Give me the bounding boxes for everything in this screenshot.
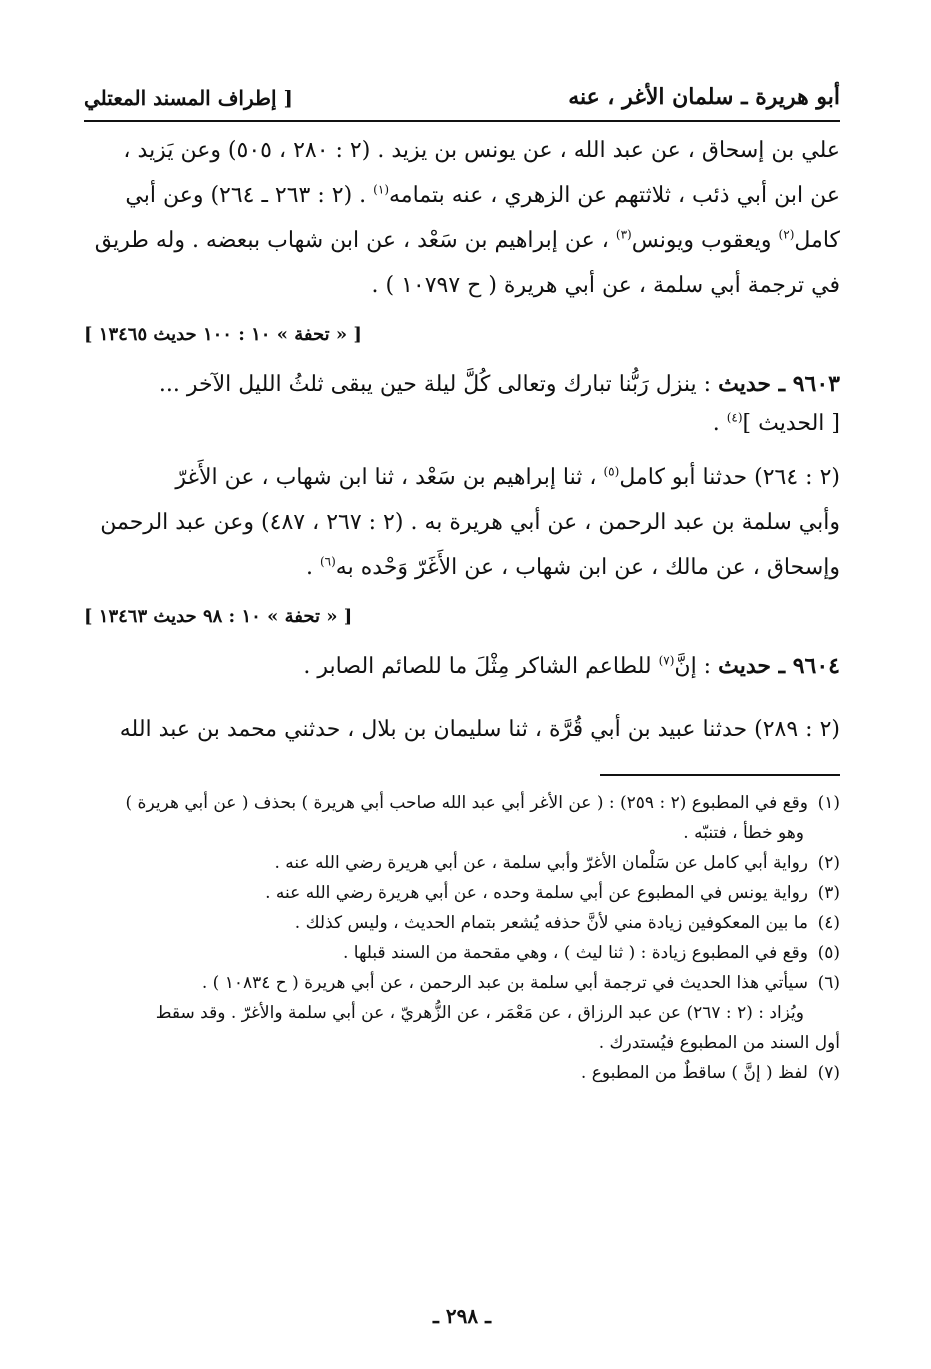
footnote-number: (١)	[817, 793, 840, 813]
separator-rule	[600, 774, 840, 776]
paragraph-chain-3	[84, 707, 840, 752]
footnote-item	[84, 908, 840, 938]
footnote-marker[interactable]: (٥)	[603, 464, 620, 479]
text-line: وإسحاق ، عن مالك ، عن ابن شهاب ، عن الأَغَرّ وَحْده به	[335, 555, 840, 580]
period: .	[712, 411, 727, 436]
footnote-item	[84, 938, 840, 968]
footnote-text: وهو خطأ ، فتنبّه .	[683, 823, 804, 843]
footnote-item	[84, 848, 840, 878]
text-line: كامل	[794, 228, 840, 253]
text-line: علي بن إسحاق ، عن عبد الله ، عن يونس بن يزيد . (٢ : ٢٨٠ ، ٥٠٥) وعن يَزيد ،	[123, 138, 840, 163]
book-page	[84, 72, 840, 1332]
footnote-item	[84, 878, 840, 908]
footnote-continuation	[84, 818, 840, 848]
hadith-number: ٩٦٠٣	[792, 371, 840, 397]
hadith-number: ٩٦٠٤	[792, 653, 840, 679]
footnote-text: ما بين المعكوفين زيادة مني لأنَّ حذفه يُشعر بتمام الحديث ، وليس كذلك .	[294, 913, 808, 933]
hadith-continuation	[84, 407, 840, 441]
hadith-text: : إنَّ	[674, 654, 719, 679]
footnote-number: (٥)	[817, 943, 840, 963]
text-line: .	[305, 555, 320, 580]
footnotes-list	[84, 788, 840, 1088]
text-line: عن ابن أبي ذئب ، ثلاثتهم عن الزهري ، عنه بتمامه	[389, 183, 840, 208]
footnote-marker[interactable]: (٦)	[319, 554, 336, 569]
header-section-title: أبو هريرة ـ سلمان الأغر ، عنه	[568, 84, 840, 110]
footnote-continuation	[84, 1028, 840, 1058]
hadith-text: : ينزل رَبُّنا تبارك وتعالى كُلَّ ليلة حين يبقى ثلثُ الليل الآخر ...	[158, 372, 719, 397]
bracket-open: [	[824, 411, 840, 436]
hadith-text: الحديث ]	[742, 411, 825, 436]
footnote-text: أول السند من المطبوع فيُستدرك .	[598, 1033, 840, 1053]
footnote-text: ويُزاد : (٢ : ٢٦٧) عن عبد الرزاق ، عن مَعْمَر ، عن الزُّهريّ ، عن أبي سلمة والأغرّ . وقد سقط	[155, 1003, 804, 1023]
hadith-heading-9603	[84, 362, 840, 407]
paragraph-chain-1	[84, 128, 840, 308]
footnote-number: (٤)	[817, 913, 840, 933]
footnote-text: وقع في المطبوع (٢ : ٢٥٩) : ( عن الأغر أبي عبد الله صاحب أبي هريرة ) بحذف ( عن أبي هريرة )	[125, 793, 808, 813]
text-line: (٢ : ٢٦٤) حدثنا أبو كامل	[619, 465, 840, 490]
footnote-item	[84, 968, 840, 998]
hadith-dash: ـ	[770, 653, 793, 679]
footnote-item	[84, 1058, 840, 1088]
footnote-number: (٦)	[817, 973, 840, 993]
hadith-heading-9604	[84, 644, 840, 689]
footnote-number: (٣)	[817, 883, 840, 903]
footnote-marker[interactable]: (٤)	[726, 410, 743, 425]
tuhfa-reference: [ « تحفة » ١٠ : ١٠٠ حديث ١٣٤٦٥ ]	[84, 324, 362, 345]
page-number: ـ ٢٩٨ ـ	[433, 1304, 491, 1328]
footnote-text: رواية يونس في المطبوع عن أبي سلمة وحده ، عن أبي هريرة رضي الله عنه .	[265, 883, 808, 903]
footnote-number: (٧)	[817, 1063, 840, 1083]
footnote-item	[84, 788, 840, 818]
hadith-text: للطاعم الشاكر مِثْلَ ما للصائم الصابر .	[303, 654, 659, 679]
hadith-dash: ـ	[770, 371, 793, 397]
footnote-continuation	[84, 998, 840, 1028]
footnote-text: لفظ ( إنَّ ) ساقطٌ من المطبوع .	[580, 1063, 808, 1083]
paragraph-chain-2	[84, 455, 840, 590]
footnote-marker[interactable]: (١)	[373, 182, 389, 197]
text-line: ، ثنا إبراهيم بن سَعْد ، ثنا ابن شهاب ، عن الأَغرّ	[175, 465, 604, 490]
header-book-title: [ إطراف المسند المعتلي	[84, 86, 293, 110]
footnote-marker[interactable]: (٧)	[658, 653, 675, 668]
tuhfa-reference: [ « تحفة » ١٠ : ٩٨ حديث ١٣٤٦٣ ]	[84, 606, 353, 627]
footnote-marker[interactable]: (٣)	[615, 227, 632, 242]
text-line: . (٢ : ٢٦٣ ـ ٢٦٤) وعن أبي	[125, 183, 374, 208]
text-line: ، عن إبراهيم بن سَعْد ، عن ابن شهاب ببعضه . وله طريق	[94, 228, 616, 253]
footnote-text: وقع في المطبوع زيادة : ( ثنا ليث ) ، وهي مقحمة من السند قبلها .	[342, 943, 808, 963]
text-line: (٢ : ٢٨٩) حدثنا عبيد بن أبي قُرَّة ، ثنا سليمان بن بلال ، حدثني محمد بن عبد الله	[119, 717, 840, 742]
footnote-number: (٢)	[817, 853, 840, 873]
text-line: وأبي سلمة بن عبد الرحمن ، عن أبي هريرة به . (٢ : ٢٦٧ ، ٤٨٧) وعن عبد الرحمن	[100, 510, 840, 535]
footnote-text: سيأتي هذا الحديث في ترجمة أبي سلمة بن عبد الرحمن ، عن أبي هريرة ( ح ١٠٨٣٤ ) .	[201, 973, 808, 993]
text-line: ويعقوب ويونس	[631, 228, 779, 253]
hadith-label: حديث	[718, 653, 771, 679]
footnote-text: رواية أبي كامل عن سَلْمان الأغرّ وأبي سلمة ، عن أبي هريرة رضي الله عنه .	[274, 853, 808, 873]
footnote-marker[interactable]: (٢)	[778, 227, 795, 242]
text-line: في ترجمة أبي سلمة ، عن أبي هريرة ( ح ١٠٧٩٧ ) .	[371, 273, 840, 298]
running-header	[84, 72, 840, 122]
hadith-label: حديث	[718, 371, 771, 397]
footnote-separator	[84, 762, 840, 788]
